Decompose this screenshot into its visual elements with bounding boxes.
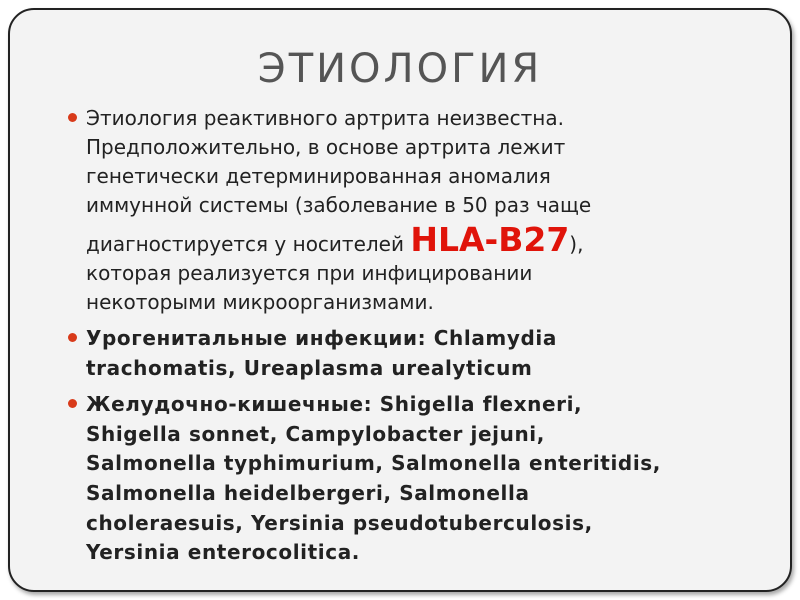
text-line-hla xyxy=(86,220,768,259)
text-line: choleraesuis, Yersinia pseudotuberculosis, xyxy=(86,510,593,535)
bullet-dot-icon xyxy=(68,399,77,408)
text-line: генетически детерминированная аномалия xyxy=(86,164,551,188)
bullet-item-gastrointestinal xyxy=(68,390,768,568)
text-line: trachomatis, Ureaplasma urealyticum xyxy=(86,355,533,380)
text-line: Урогенитальные инфекции: Chlamydia xyxy=(86,326,557,350)
bullet-item-urogenital xyxy=(68,324,768,383)
bullet-item-etiology xyxy=(68,104,768,317)
text-line: Yersinia enterocolitica. xyxy=(86,540,360,565)
text-line: Salmonella typhimurium, Salmonella enteritidis, xyxy=(86,451,661,476)
hla-b27-highlight: HLA-B27 xyxy=(410,220,570,259)
text-line: некоторыми микроорганизмами. xyxy=(86,290,434,314)
text-line: Предположительно, в основе артрита лежит xyxy=(86,135,566,159)
text-line: которая реализуется при инфицировании xyxy=(86,261,533,285)
slide-title: ЭТИОЛОГИЯ xyxy=(257,46,543,92)
text-line: Этиология реактивного артрита неизвестна. xyxy=(86,106,564,130)
text-line: Желудочно-кишечные: Shigella flexneri, xyxy=(86,392,583,417)
text-line: Salmonella heidelbergeri, Salmonella xyxy=(86,480,530,505)
text-fragment: ), xyxy=(569,232,584,256)
bullet-list xyxy=(68,104,768,568)
text-line: иммунной системы (заболевание в 50 раз чаще xyxy=(86,193,592,217)
bullet-dot-icon xyxy=(68,333,77,342)
text-line: Shigella sonnet, Campylobacter jejuni, xyxy=(86,421,545,446)
text-fragment: диагностируется у носителей xyxy=(86,232,411,256)
slide-frame xyxy=(8,8,792,592)
bullet-dot-icon xyxy=(68,113,77,122)
